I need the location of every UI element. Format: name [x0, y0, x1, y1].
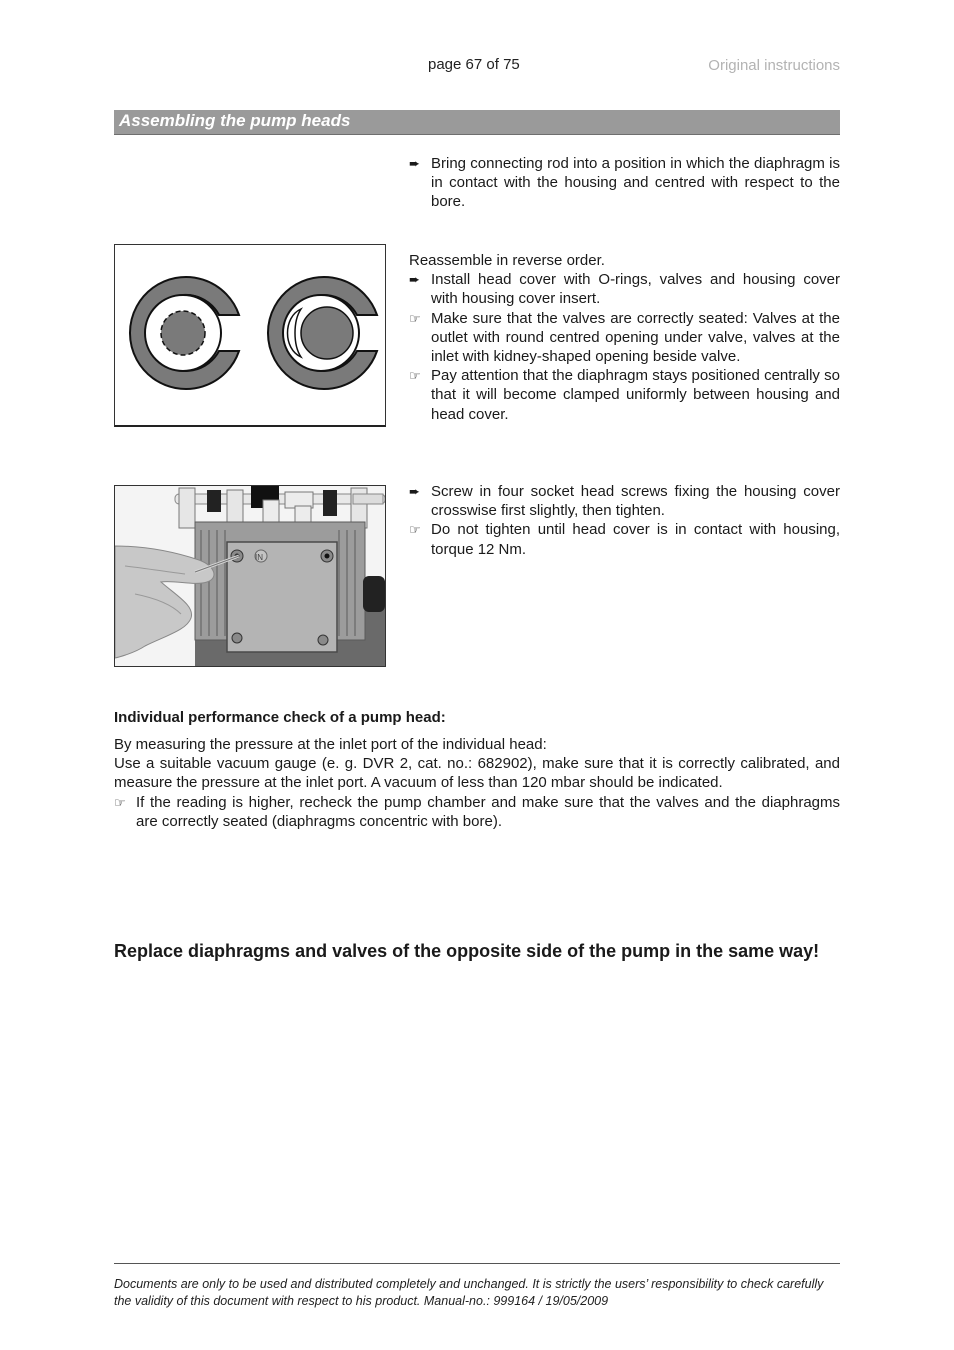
arrow-right-icon: ➨ — [409, 484, 420, 499]
check-bullet — [114, 793, 840, 831]
instruction-item — [409, 154, 840, 212]
instruction-item — [409, 366, 840, 424]
instruction-block-1 — [409, 154, 840, 212]
check-paragraph-1: By measuring the pressure at the inlet port of the individual head: — [114, 736, 547, 753]
check-heading: Individual performance check of a pump head: — [114, 709, 446, 726]
pump-head-photo — [114, 485, 386, 667]
instruction-block-3 — [409, 482, 840, 559]
valve-diagram-svg — [115, 245, 385, 425]
instruction-item — [409, 520, 840, 558]
instruction-text: Pay attention that the diaphragm stays positioned centrally so that it will become clamped uniformly between housing and head cover. — [431, 367, 840, 423]
check-paragraph-2: Use a suitable vacuum gauge (e. g. DVR 2, cat. no.: 682902), make sure that it is correctly calibrated, and measure the pressure at the inlet port. A vacuum of less than 120 mbar should be indicated. — [114, 755, 840, 792]
instruction-item — [409, 309, 840, 367]
replace-note: Replace diaphragms and valves of the opposite side of the pump in the same way! — [114, 941, 820, 961]
footer-disclaimer: Documents are only to be used and distributed completely and unchanged. It is strictly the users’ responsibility to check carefully the validity of this document with respect to his product. Manual-no.: 999164 / 19/05/2009 — [114, 1277, 824, 1308]
footer-divider — [114, 1263, 840, 1264]
port-label: IN — [255, 553, 263, 562]
header-label: Original instructions — [708, 57, 840, 74]
section-bar — [114, 110, 840, 135]
instruction-text: Screw in four socket head screws fixing the housing cover crosswise first slightly, then tighten. — [431, 483, 840, 520]
check-bullet-text: If the reading is higher, recheck the pump chamber and make sure that the valves and the diaphragms are correctly seated (diaphragms concentric with bore). — [136, 793, 840, 830]
section-title: Assembling the pump heads — [119, 111, 351, 130]
instruction-item — [409, 270, 840, 308]
instruction-item — [409, 482, 840, 520]
instruction-text: Install head cover with O-rings, valves and housing cover with housing cover insert. — [431, 271, 840, 308]
check-body — [114, 735, 840, 831]
valve-diagram — [114, 244, 386, 427]
pointing-hand-icon: ☞ — [409, 310, 421, 326]
pointing-hand-icon: ☞ — [114, 794, 126, 810]
instruction-text: Bring connecting rod into a position in which the diaphragm is in contact with the housing and centred with respect to the bore. — [431, 155, 840, 211]
instruction-intro: Reassemble in reverse order. — [409, 252, 605, 269]
arrow-right-icon: ➨ — [409, 156, 420, 171]
instruction-text: Make sure that the valves are correctly seated: Valves at the outlet with round centred opening under valve, valves at the inlet with kidney-shaped opening beside valve. — [431, 309, 840, 366]
pump-head-illustration — [115, 486, 385, 666]
pointing-hand-icon: ☞ — [409, 368, 421, 384]
pointing-hand-icon: ☞ — [409, 522, 421, 538]
outlet-valve-shape — [130, 277, 239, 389]
instruction-block-2 — [409, 251, 840, 424]
page-number: page 67 of 75 — [428, 56, 520, 73]
arrow-right-icon: ➨ — [409, 272, 420, 288]
instruction-text: Do not tighten until head cover is in contact with housing, torque 12 Nm. — [431, 521, 840, 558]
inlet-valve-shape — [268, 277, 377, 389]
